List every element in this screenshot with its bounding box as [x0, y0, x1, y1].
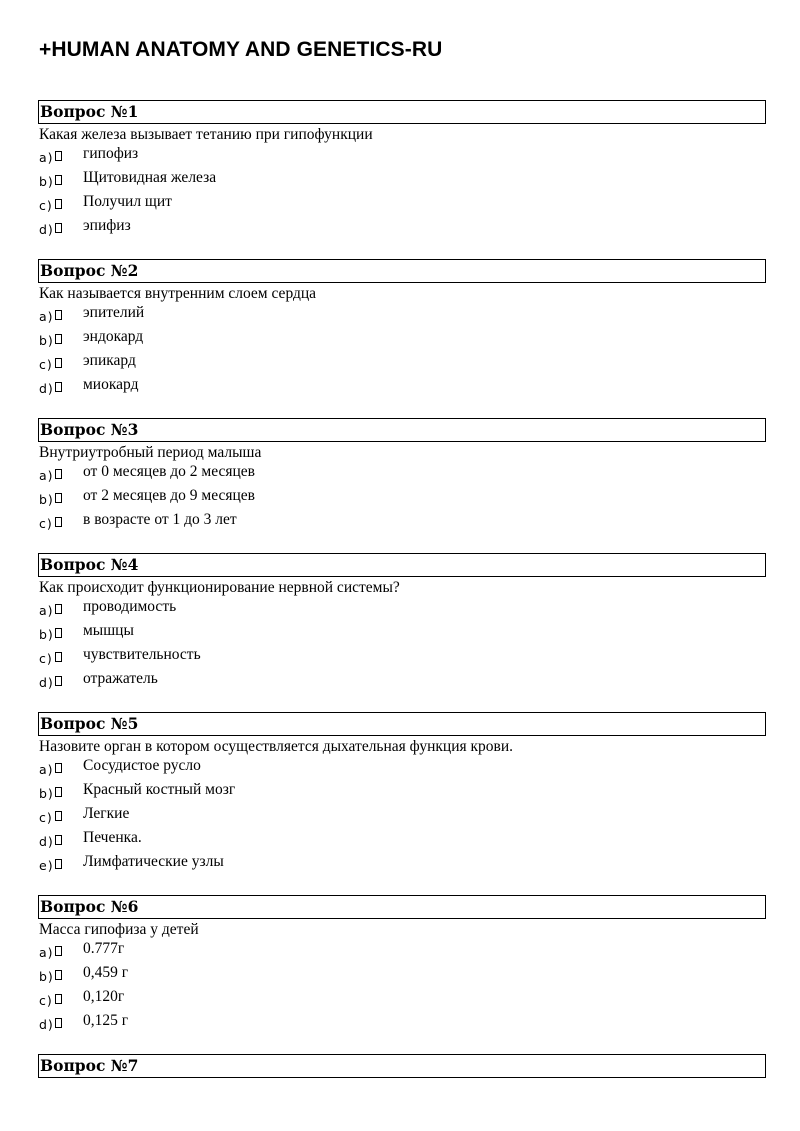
option-text: Сосудистое русло — [83, 757, 201, 774]
option-text: эпителий — [83, 304, 145, 321]
answer-option[interactable] — [38, 486, 766, 510]
answer-option[interactable] — [38, 303, 766, 327]
answer-option[interactable] — [38, 780, 766, 804]
option-checkbox[interactable] — [55, 310, 62, 320]
option-checkbox[interactable] — [55, 175, 62, 185]
question-5 — [38, 712, 766, 876]
answer-option[interactable] — [38, 669, 766, 693]
option-checkbox[interactable] — [55, 811, 62, 821]
option-checkbox[interactable] — [55, 1018, 62, 1028]
option-text: чувствительность — [83, 646, 201, 663]
option-letter: d) — [39, 675, 54, 690]
answer-option[interactable] — [38, 510, 766, 534]
answer-option[interactable] — [38, 645, 766, 669]
option-text: эндокард — [83, 328, 144, 345]
option-text: Лимфатические узлы — [83, 853, 224, 870]
document-title: +HUMAN ANATOMY AND GENETICS-RU — [39, 38, 443, 61]
answer-option[interactable] — [38, 804, 766, 828]
option-checkbox[interactable] — [55, 676, 62, 686]
option-checkbox[interactable] — [55, 970, 62, 980]
answer-option[interactable] — [38, 462, 766, 486]
option-letter: b) — [39, 786, 54, 801]
question-header: Вопрос №5 — [38, 712, 766, 736]
option-text: гипофиз — [83, 145, 139, 162]
option-letter: a) — [39, 309, 54, 324]
option-text: Получил щит — [83, 193, 172, 210]
question-header: Вопрос №4 — [38, 553, 766, 577]
question-3 — [38, 418, 766, 534]
answer-option[interactable] — [38, 1011, 766, 1035]
answer-option[interactable] — [38, 987, 766, 1011]
option-text: 0,125 г — [83, 1012, 129, 1029]
answer-option[interactable] — [38, 828, 766, 852]
answer-option[interactable] — [38, 351, 766, 375]
option-letter: c) — [39, 651, 53, 666]
option-letter: c) — [39, 357, 53, 372]
option-text: Красный костный мозг — [83, 781, 236, 798]
option-letter: c) — [39, 198, 53, 213]
option-text: мышцы — [83, 622, 134, 639]
answer-option[interactable] — [38, 939, 766, 963]
option-checkbox[interactable] — [55, 763, 62, 773]
option-checkbox[interactable] — [55, 628, 62, 638]
answer-option[interactable] — [38, 216, 766, 240]
option-checkbox[interactable] — [55, 946, 62, 956]
question-2 — [38, 259, 766, 399]
option-letter: c) — [39, 810, 53, 825]
option-letter: a) — [39, 468, 54, 483]
option-checkbox[interactable] — [55, 151, 62, 161]
option-checkbox[interactable] — [55, 517, 62, 527]
option-letter: b) — [39, 627, 54, 642]
option-checkbox[interactable] — [55, 493, 62, 503]
question-header: Вопрос №7 — [38, 1054, 766, 1078]
question-6 — [38, 895, 766, 1035]
option-checkbox[interactable] — [55, 223, 62, 233]
option-checkbox[interactable] — [55, 469, 62, 479]
question-text: Масса гипофиза у детей — [39, 921, 199, 938]
option-letter: b) — [39, 333, 54, 348]
answer-option[interactable] — [38, 756, 766, 780]
option-text: 0.777г — [83, 940, 125, 957]
answer-option[interactable] — [38, 852, 766, 876]
option-letter: b) — [39, 492, 54, 507]
option-checkbox[interactable] — [55, 835, 62, 845]
option-letter: a) — [39, 945, 54, 960]
option-letter: a) — [39, 762, 54, 777]
option-checkbox[interactable] — [55, 652, 62, 662]
answer-option[interactable] — [38, 192, 766, 216]
answer-option[interactable] — [38, 621, 766, 645]
option-text: от 2 месяцев до 9 месяцев — [83, 487, 255, 504]
question-7 — [38, 1054, 766, 1078]
option-letter: c) — [39, 516, 53, 531]
answer-option[interactable] — [38, 963, 766, 987]
answer-option[interactable] — [38, 168, 766, 192]
option-text: отражатель — [83, 670, 158, 687]
option-letter: d) — [39, 834, 54, 849]
option-checkbox[interactable] — [55, 787, 62, 797]
option-checkbox[interactable] — [55, 358, 62, 368]
question-text: Внутриутробный период малыша — [39, 444, 262, 461]
option-letter: a) — [39, 603, 54, 618]
option-letter: e) — [39, 858, 54, 873]
option-letter: d) — [39, 381, 54, 396]
option-checkbox[interactable] — [55, 994, 62, 1004]
question-header: Вопрос №6 — [38, 895, 766, 919]
question-text: Какая железа вызывает тетанию при гипофункции — [39, 126, 373, 143]
question-1 — [38, 100, 766, 240]
question-header: Вопрос №3 — [38, 418, 766, 442]
answer-option[interactable] — [38, 375, 766, 399]
option-text: 0,459 г — [83, 964, 129, 981]
question-text: Назовите орган в котором осуществляется дыхательная функция крови. — [39, 738, 514, 755]
option-text: проводимость — [83, 598, 177, 615]
option-checkbox[interactable] — [55, 604, 62, 614]
question-text: Как происходит функционирование нервной системы? — [39, 579, 400, 596]
option-checkbox[interactable] — [55, 334, 62, 344]
option-checkbox[interactable] — [55, 859, 62, 869]
option-letter: c) — [39, 993, 53, 1008]
option-letter: d) — [39, 1017, 54, 1032]
option-letter: a) — [39, 150, 54, 165]
option-text: 0,120г — [83, 988, 125, 1005]
option-letter: b) — [39, 174, 54, 189]
option-letter: d) — [39, 222, 54, 237]
question-text: Как называется внутренним слоем сердца — [39, 285, 317, 302]
option-checkbox[interactable] — [55, 199, 62, 209]
option-letter: b) — [39, 969, 54, 984]
option-text: Печенка. — [83, 829, 142, 846]
option-text: Легкие — [83, 805, 130, 822]
question-header: Вопрос №1 — [38, 100, 766, 124]
question-4 — [38, 553, 766, 693]
option-text: эпикард — [83, 352, 136, 369]
answer-option[interactable] — [38, 327, 766, 351]
option-text: миокард — [83, 376, 139, 393]
option-text: эпифиз — [83, 217, 131, 234]
option-text: от 0 месяцев до 2 месяцев — [83, 463, 255, 480]
option-checkbox[interactable] — [55, 382, 62, 392]
option-text: в возрасте от 1 до 3 лет — [83, 511, 237, 528]
answer-option[interactable] — [38, 144, 766, 168]
answer-option[interactable] — [38, 597, 766, 621]
option-text: Щитовидная железа — [83, 169, 217, 186]
question-header: Вопрос №2 — [38, 259, 766, 283]
